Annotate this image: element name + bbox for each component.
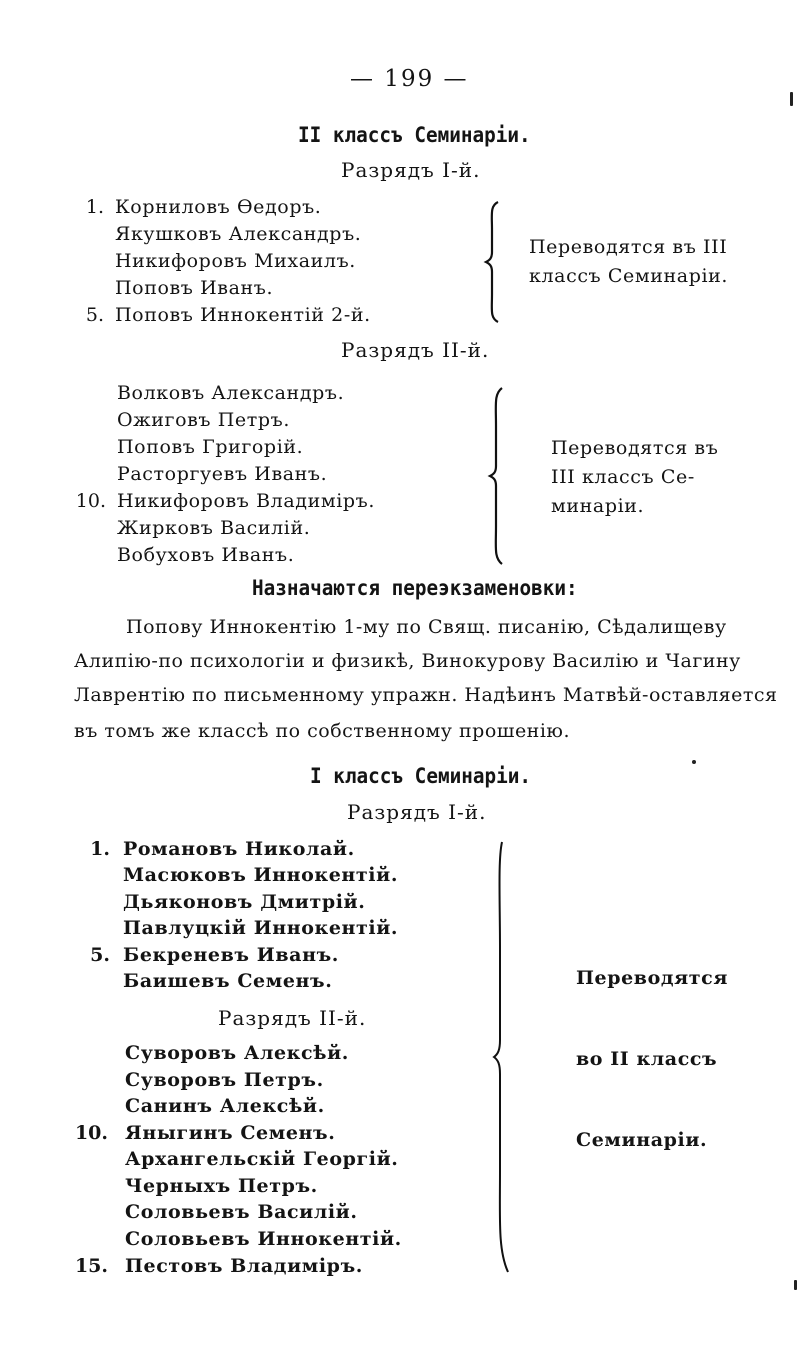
scan-speck bbox=[692, 760, 696, 764]
note-line: Переводятся bbox=[576, 967, 728, 989]
class-2-rank-2-heading: Разрядъ II-й. bbox=[341, 338, 490, 362]
class-2-rank-2-note bbox=[551, 434, 718, 521]
student-number: 10. bbox=[75, 490, 106, 512]
student-name: Яныгинъ Семенъ. bbox=[125, 1122, 336, 1144]
student-number: 15. bbox=[74, 1255, 108, 1277]
reexam-line: Попову Иннокентію 1-му по Свящ. писанію, Сѣдалищеву bbox=[126, 616, 727, 638]
student-name: Павлуцкій Иннокентій. bbox=[123, 917, 399, 939]
note-line: минаріи. bbox=[551, 495, 645, 517]
note-line: Семинаріи. bbox=[576, 1129, 708, 1151]
student-name: Дьяконовъ Дмитрій. bbox=[123, 891, 366, 913]
student-number: 10. bbox=[74, 1122, 108, 1144]
note-line: III классъ Се- bbox=[551, 466, 695, 488]
student-name: Поповъ Иванъ. bbox=[115, 277, 274, 299]
student-name: Санинъ Алексѣй. bbox=[125, 1095, 325, 1117]
class-2-rank-1-note bbox=[529, 233, 728, 291]
page-number: — 199 — bbox=[350, 66, 469, 92]
scan-speck bbox=[794, 1280, 797, 1290]
student-name: Масюковъ Иннокентій. bbox=[123, 864, 399, 886]
reexam-heading: Назначаются переэкзаменовки: bbox=[252, 576, 578, 600]
note-line: Переводятся въ III bbox=[529, 236, 728, 258]
note-line: Переводятся въ bbox=[551, 437, 719, 459]
student-name: Соловьевъ Иннокентій. bbox=[125, 1228, 402, 1250]
class-2-rank-1-heading: Разрядъ I-й. bbox=[341, 158, 481, 182]
student-name: Баишевъ Семенъ. bbox=[123, 970, 333, 992]
class-1-rank-1-heading: Разрядъ I-й. bbox=[347, 800, 487, 824]
reexam-line: Алипію-по психологіи и физикѣ, Винокурову Василію и Чагину bbox=[74, 650, 741, 672]
note-line: классъ Семинаріи. bbox=[529, 265, 729, 287]
student-name: Бекреневъ Иванъ. bbox=[123, 944, 339, 966]
student-name: Ожиговъ Петръ. bbox=[117, 409, 290, 431]
note-line: во II классъ bbox=[576, 1048, 718, 1070]
scan-speck bbox=[790, 92, 793, 106]
student-name: Волковъ Александръ. bbox=[117, 382, 345, 404]
class-1-rank-2-heading: Разрядъ II-й. bbox=[218, 1006, 367, 1030]
student-name: Суворовъ Петръ. bbox=[125, 1069, 324, 1091]
student-name: Якушковъ Александръ. bbox=[115, 223, 362, 245]
class-1-note bbox=[576, 964, 728, 1155]
student-name: Корниловъ Өедоръ. bbox=[115, 196, 322, 218]
student-name: Архангельскій Георгій. bbox=[125, 1148, 399, 1170]
student-name: Никифоровъ Владиміръ. bbox=[117, 490, 375, 512]
student-name: Черныхъ Петръ. bbox=[125, 1175, 318, 1197]
reexam-line: въ томъ же классѣ по собственному прошенію. bbox=[74, 720, 571, 742]
brace-icon bbox=[482, 200, 506, 324]
student-name: Пестовъ Владиміръ. bbox=[125, 1255, 363, 1277]
student-name: Романовъ Николай. bbox=[123, 838, 355, 860]
student-name: Никифоровъ Михаилъ. bbox=[115, 250, 356, 272]
student-name: Вобуховъ Иванъ. bbox=[117, 544, 295, 566]
student-name: Соловьевъ Василій. bbox=[125, 1201, 358, 1223]
student-name: Суворовъ Алексѣй. bbox=[125, 1042, 350, 1064]
reexam-line: Лаврентію по письменному упражн. Надѣинъ Матвѣй-оставляется bbox=[74, 684, 778, 706]
student-name: Поповъ Иннокентій 2-й. bbox=[115, 304, 371, 326]
brace-icon bbox=[486, 386, 510, 566]
student-number: 5. bbox=[85, 304, 104, 326]
student-name: Расторгуевъ Иванъ. bbox=[117, 463, 328, 485]
class-1-title: I классъ Семинаріи. bbox=[310, 764, 532, 788]
class-2-title: II классъ Семинаріи. bbox=[298, 123, 531, 147]
student-name: Поповъ Григорій. bbox=[117, 436, 304, 458]
student-number: 1. bbox=[85, 196, 104, 218]
brace-icon bbox=[492, 840, 516, 1274]
student-number: 1. bbox=[90, 838, 110, 860]
student-number: 5. bbox=[90, 944, 110, 966]
student-name: Жирковъ Василій. bbox=[117, 517, 311, 539]
